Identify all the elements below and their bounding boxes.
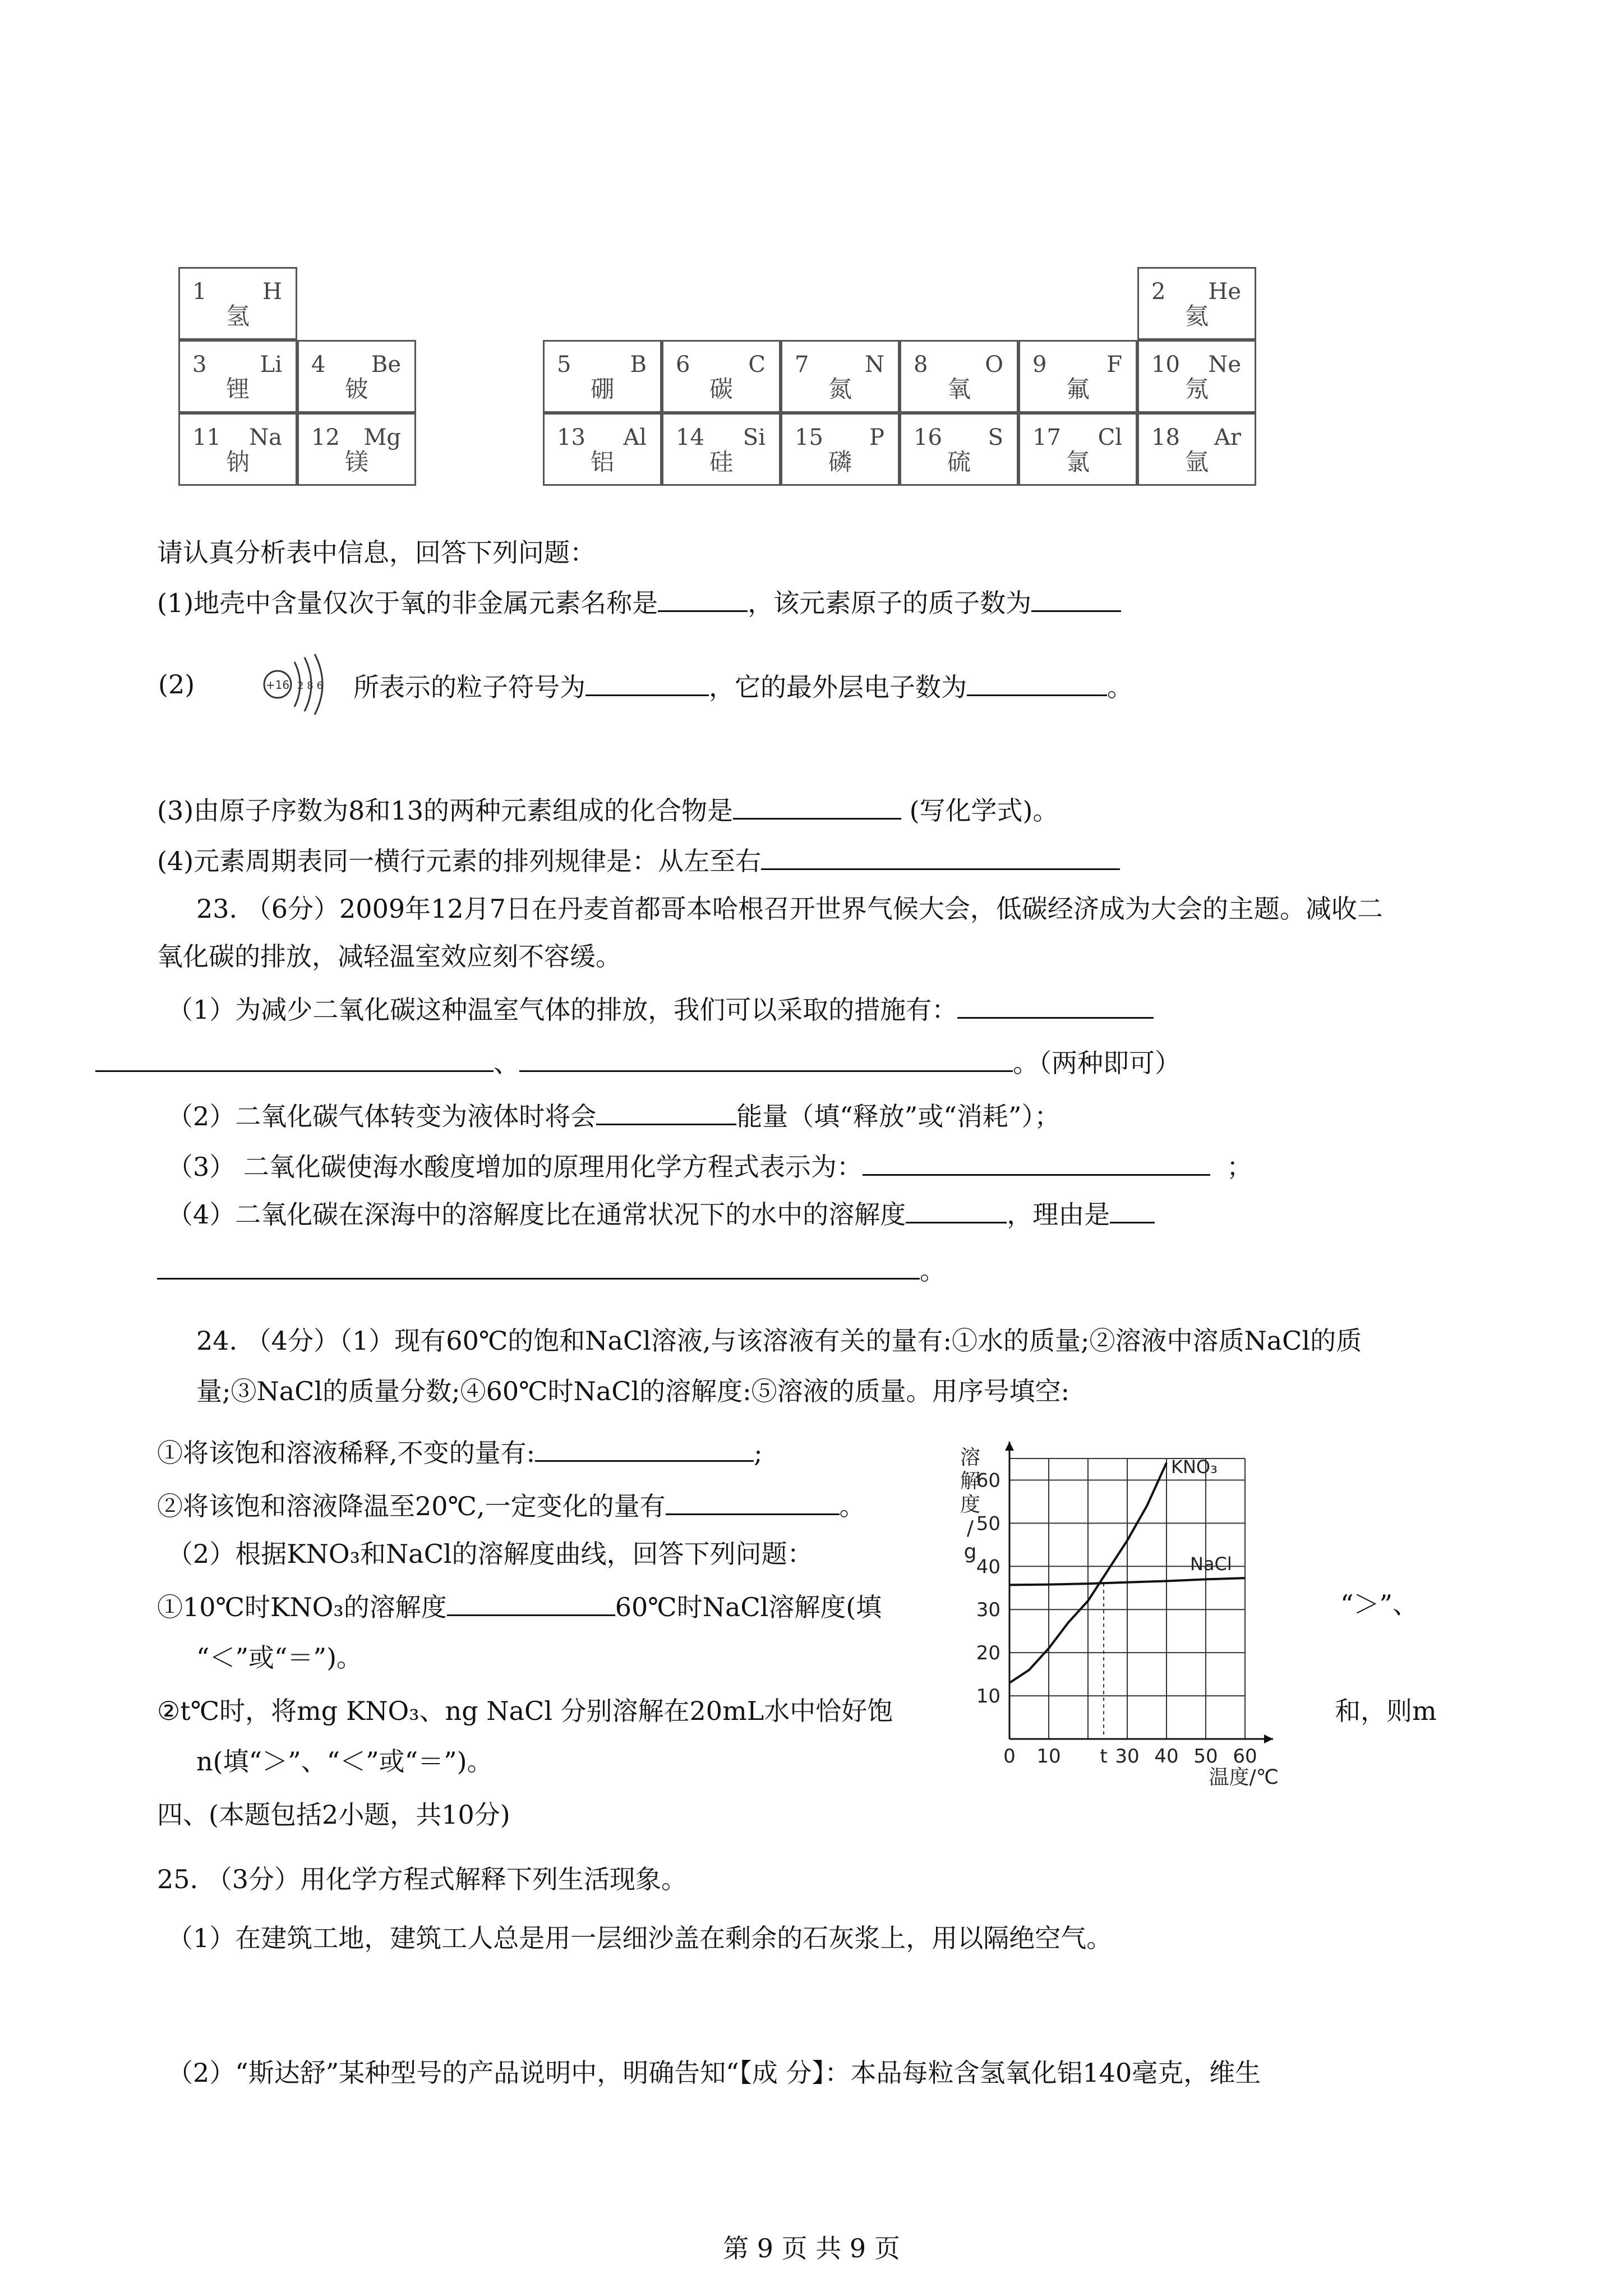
q24-sub5-right: 和，则m [1335,1696,1437,1726]
q24-sub5: ②t℃时，将mg KNO₃、ng NaCl 分别溶解在20mL水中恰好饱 [157,1696,893,1726]
atomic-number: 17 [1032,425,1061,450]
atom-structure-diagram [255,645,334,724]
page-footer: 第 9 页 共 9 页 [723,2233,900,2263]
y-axis-label-char: 解 [960,1470,981,1493]
q23-heading-line1: 23. （6分）2009年12月7日在丹麦首都哥本哈根召开世界气候大会，低碳经济成为大会的主题。减收二 [196,894,1383,924]
section-4-heading: 四、(本题包括2小题，共10分) [157,1800,510,1830]
element-cell-he [1137,267,1256,340]
y-axis-label-char: g [963,1540,977,1563]
answer-blank[interactable] [535,1433,754,1462]
q25-part2: （2）“斯达舒”某种型号的产品说明中，明确告知“【成 分】：本品每粒含氢氧化铝140毫克，维生 [167,2058,1261,2088]
atomic-number: 16 [914,425,942,450]
y-tick-label: 30 [976,1599,1000,1622]
element-name: 氮 [828,375,852,403]
q24-heading-line1: 24. （4分）（1）现有60℃的饱和NaCl溶液,与该溶液有关的量有:①水的质量;②溶液中溶质NaCl的质 [196,1326,1362,1356]
atomic-number: 14 [676,425,704,450]
x-tick-label: t [1100,1745,1108,1768]
x-tick-label: 60 [1233,1745,1257,1768]
answer-blank[interactable] [1110,1195,1155,1223]
element-name: 碳 [709,375,733,403]
atomic-number: 7 [795,352,809,378]
atomic-number: 18 [1151,425,1180,450]
q22-part3: (3)由原子序数为8和13的两种元素组成的化合物是 (写化学式)。 [157,791,1059,827]
q24-sub5-cont: n(填“＞”、“＜”或“＝”)。 [196,1746,493,1777]
answer-blank[interactable] [596,1097,736,1125]
atomic-number: 9 [1032,352,1047,378]
q23-part4: （4）二氧化碳在深海中的溶解度比在通常状况下的水中的溶解度 ，理由是 [167,1195,1155,1231]
element-cell-na [178,413,297,486]
x-tick-label: 50 [1193,1745,1218,1768]
element-symbol: Al [623,425,647,450]
answer-blank[interactable] [863,1147,1210,1176]
element-symbol: C [748,352,766,378]
element-symbol: Si [743,425,766,450]
element-name: 铍 [344,375,368,403]
x-tick-label: 10 [1036,1745,1061,1768]
element-name: 氯 [1066,448,1090,476]
answer-blank[interactable] [666,1487,840,1515]
atomic-number: 6 [676,352,690,378]
element-name: 氧 [947,375,971,403]
q22-part2-label: (2) [158,669,195,700]
answer-blank[interactable] [967,668,1107,696]
element-symbol: Li [260,352,282,378]
element-cell-h [178,267,297,340]
x-axis-arrow [1264,1734,1273,1743]
element-symbol: Be [371,352,401,378]
element-cell-n [781,340,900,413]
element-name: 硼 [590,375,614,403]
answer-blank[interactable] [585,668,709,696]
x-tick-label: 40 [1154,1745,1179,1768]
answer-blank[interactable] [95,1043,494,1072]
y-tick-label: 60 [976,1469,1000,1492]
element-symbol: Mg [363,425,401,450]
q24-sub1: ①将该饱和溶液稀释,不变的量有: ; [157,1433,763,1470]
q24-sub4-right: “＞”、 [1340,1589,1419,1619]
element-symbol: He [1208,279,1241,305]
element-name: 氟 [1066,375,1090,403]
answer-blank[interactable] [519,1043,1013,1072]
element-symbol: Na [249,425,282,450]
y-axis-arrow [1005,1442,1014,1451]
q22-part2: 所表示的粒子符号为 ，它的最外层电子数为 。 [353,668,1133,704]
element-name: 磷 [828,448,852,476]
q23-part3: （3） 二氧化碳使海水酸度增加的原理用化学方程式表示为： ； [167,1147,1252,1184]
element-symbol: N [865,352,884,378]
element-name: 硅 [709,448,733,476]
atomic-number: 12 [311,425,340,450]
atomic-number: 4 [311,352,326,378]
element-cell-c [662,340,781,413]
answer-blank[interactable] [1031,583,1121,612]
element-name: 氖 [1184,375,1209,403]
element-cell-s [900,413,1018,486]
element-symbol: F [1106,352,1122,378]
atomic-number: 1 [192,279,207,305]
element-symbol: Cl [1098,425,1122,450]
series-label: KNO₃ [1171,1456,1218,1478]
element-cell-si [662,413,781,486]
element-cell-b [543,340,662,413]
answer-blank[interactable] [761,841,1120,870]
answer-blank[interactable] [447,1588,615,1616]
q24-sub4-cont: “＜”或“＝”)。 [196,1642,363,1673]
q22-intro: 请认真分析表中信息，回答下列问题： [157,537,596,568]
electron-config: 2 8 6 [297,680,323,692]
atomic-number: 8 [914,352,928,378]
element-cell-al [543,413,662,486]
element-name: 铝 [590,448,614,476]
x-tick-label: 30 [1115,1745,1140,1768]
element-name: 氩 [1184,448,1209,476]
element-cell-o [900,340,1018,413]
element-symbol: P [869,425,884,450]
y-axis-label-char: / [966,1517,974,1540]
q23-part1: （1）为减少二氧化碳这种温室气体的排放，我们可以采取的措施有： [167,990,1154,1027]
element-cell-mg [297,413,416,486]
element-name: 氦 [1184,302,1209,330]
element-cell-f [1018,340,1137,413]
answer-blank[interactable] [733,791,901,820]
y-axis-label-char: 溶 [960,1446,981,1469]
element-name: 钠 [225,448,250,476]
atomic-number: 15 [795,425,823,450]
atomic-number: 11 [192,425,221,450]
q23-part2: （2）二氧化碳气体转变为液体时将会 能量（填“释放”或“消耗”）； [167,1097,1060,1133]
y-axis-label-char: 度 [960,1493,981,1516]
x-axis-label: 温度/℃ [1209,1766,1279,1789]
y-tick-label: 10 [976,1685,1000,1708]
q24-heading-line2: 量;③NaCl的质量分数;④60℃时NaCl的溶解度:⑤溶液的质量。用序号填空: [196,1376,1070,1406]
x-tick-label: 0 [1003,1745,1016,1768]
element-cell-ne [1137,340,1256,413]
element-symbol: O [985,352,1003,378]
q23-heading-line2: 氧化碳的排放，减轻温室效应刻不容缓。 [157,941,621,972]
q23-part4-cont: 。 [157,1251,946,1287]
element-symbol: Ne [1208,352,1241,378]
element-symbol: Ar [1214,425,1241,450]
element-symbol: S [988,425,1003,450]
q24-sub2: ②将该饱和溶液降温至20℃,一定变化的量有 。 [157,1487,865,1523]
element-cell-p [781,413,900,486]
series-label: NaCl [1190,1553,1232,1575]
q25-heading: 25. （3分）用化学方程式解释下列生活现象。 [157,1864,688,1894]
atomic-number: 2 [1151,279,1166,305]
element-symbol: H [262,279,282,305]
answer-blank[interactable] [157,1251,920,1280]
element-cell-li [178,340,297,413]
q25-part1: （1）在建筑工地，建筑工人总是用一层细沙盖在剩余的石灰浆上，用以隔绝空气。 [167,1923,1113,1953]
atomic-number: 10 [1151,352,1180,378]
element-cell-cl [1018,413,1137,486]
answer-blank[interactable] [957,990,1154,1019]
y-tick-label: 40 [976,1556,1000,1579]
q24-sub4: ①10℃时KNO₃的溶解度 60℃时NaCl溶解度(填 [157,1588,882,1624]
answer-blank[interactable] [658,583,748,612]
y-tick-label: 50 [976,1512,1000,1535]
q22-part1: (1)地壳中含量仅次于氧的非金属元素名称是 ，该元素原子的质子数为 [157,583,1121,620]
periodic-table [178,267,1255,497]
answer-blank[interactable] [906,1195,1007,1223]
y-tick-label: 20 [976,1642,1000,1665]
element-name: 氢 [225,302,250,330]
element-cell-be [297,340,416,413]
q22-part4: (4)元素周期表同一横行元素的排列规律是：从左至右 [157,841,1120,878]
element-cell-ar [1137,413,1256,486]
element-name: 锂 [225,375,250,403]
atomic-number: 3 [192,352,207,378]
element-symbol: B [630,352,647,378]
q24-sub3: （2）根据KNO₃和NaCl的溶解度曲线，回答下列问题： [167,1539,813,1569]
atomic-number: 13 [557,425,585,450]
element-name: 镁 [344,448,368,476]
nucleus-charge: +16 [265,678,290,692]
atomic-number: 5 [557,352,571,378]
q23-part1-cont: 、 。（两种即可） [95,1043,1181,1080]
element-name: 硫 [947,448,971,476]
solubility-chart [948,1436,1318,1789]
